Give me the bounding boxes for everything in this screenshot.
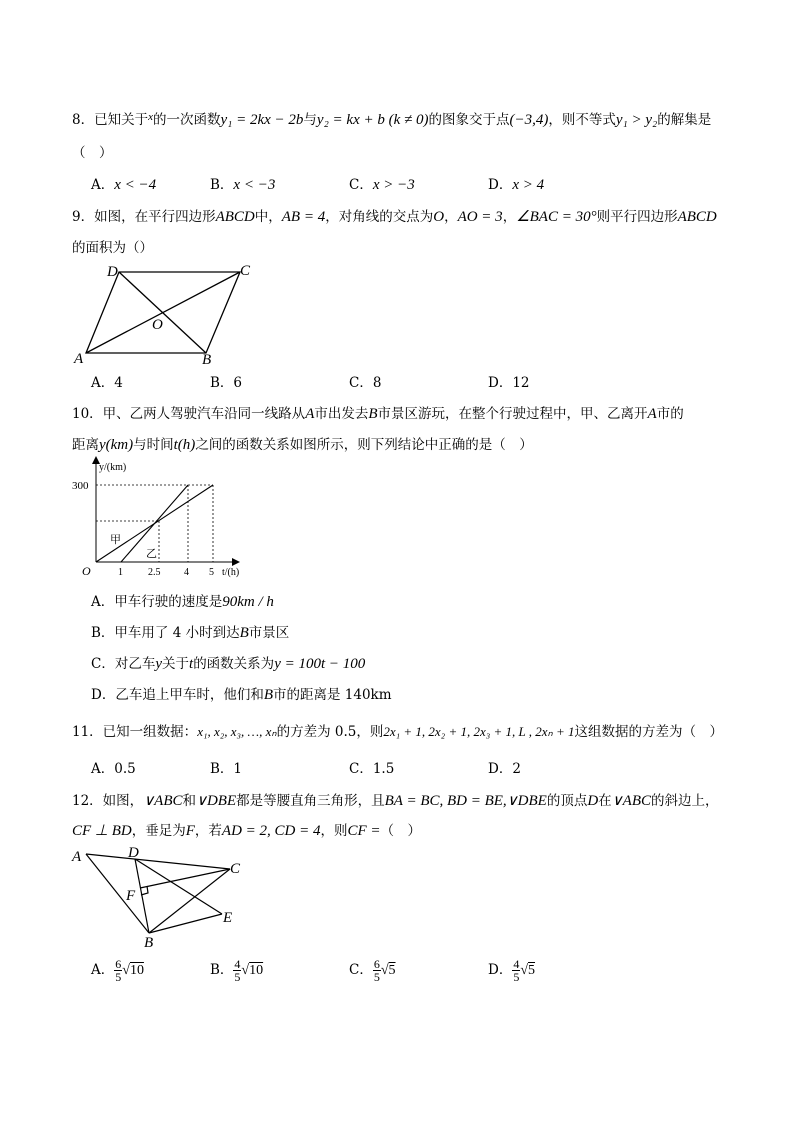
q12-option-a[interactable]: A． $\frac{6}{5}$ √10	[91, 957, 144, 984]
sqrt-sign: √	[241, 963, 250, 978]
x-tick-1: 1	[118, 567, 123, 578]
q10-option-b[interactable]: B．甲车用了 4 小时到达B市景区	[91, 625, 290, 641]
label-d: D	[128, 845, 139, 861]
q9-option-d[interactable]: D．12	[488, 375, 530, 391]
q11-option-a[interactable]: A．0.5	[91, 761, 136, 777]
q12-stem: 12．如图，∨ABC和∨DBE都是等腰直角三角形，且BA = BC, BD = BE,∨DBE的顶点D在∨ABC的斜边上，	[72, 793, 719, 809]
sqrt-sign: √	[380, 963, 389, 978]
x-tick-4: 4	[184, 567, 189, 578]
label-c: C	[230, 861, 241, 877]
segment-cf	[140, 869, 230, 888]
q10-distance-time-graph	[72, 458, 252, 583]
label-b: B	[202, 352, 212, 368]
q8-option-b[interactable]: B．x < −3	[210, 177, 276, 193]
fraction: $\frac{4}{5}$	[234, 957, 241, 984]
diagonal-bd	[119, 272, 206, 353]
y-axis-label: y/(km)	[99, 462, 127, 473]
label-a: A	[74, 351, 84, 367]
q12-option-c[interactable]: C． $\frac{6}{5}$ √5	[349, 957, 396, 984]
label-b: B	[144, 935, 154, 951]
q10-option-a[interactable]: A．甲车行驶的速度是90km / h	[91, 594, 274, 610]
q12-option-d[interactable]: D． $\frac{4}{5}$ √5	[488, 957, 536, 984]
label-f: F	[126, 888, 136, 904]
q12-triangles-figure	[72, 842, 272, 954]
sqrt-sign: √	[520, 963, 529, 978]
y-tick-300: 300	[72, 480, 89, 492]
q9-stem-line2: 的面积为（）	[72, 240, 153, 256]
q12-option-b[interactable]: B． $\frac{4}{5}$ √10	[210, 957, 264, 984]
q8-option-c[interactable]: C．x > −3	[349, 177, 415, 193]
q9-option-b[interactable]: B．6	[210, 375, 243, 391]
sqrt-sign: √	[122, 963, 130, 978]
label-jia: 甲	[110, 533, 121, 546]
x-tick-2-5: 2.5	[148, 567, 161, 578]
fraction: $\frac{6}{5}$	[373, 957, 380, 984]
q9-parallelogram-figure	[72, 260, 262, 370]
origin-label: O	[82, 564, 91, 578]
q9-stem: 9．如图，在平行四边形ABCD中，AB = 4，对角线的交点为O，AO = 3，∠BAC = 30°则平行四边形ABCD	[72, 209, 717, 225]
q10-option-c[interactable]: C．对乙车y关于t的函数关系为y = 100t − 100	[91, 656, 366, 672]
q8-stem: 8．已知关于$^x$的一次函数y₁ = 2kx − 2b与y₂ = kx + b (k ≠ 0)的图象交于点(−3,4)，则不等式y₁ > y₂的解集是	[72, 111, 712, 128]
q11-option-c[interactable]: C．1.5	[349, 761, 395, 777]
q10-stem-line2: 距离y(km)与时间t(h)之间的函数关系如图所示，则下列结论中正确的是（ ）	[72, 437, 533, 453]
label-e: E	[223, 910, 233, 926]
q12-stem-line2: CF ⊥ BD，垂足为F，若AD = 2, CD = 4，则CF =（ ）	[72, 823, 422, 839]
q11-option-d[interactable]: D．2	[488, 761, 521, 777]
q8-answer-blank: （ ）	[72, 145, 113, 161]
fraction: $\frac{4}{5}$	[513, 957, 520, 984]
fraction: $\frac{6}{5}$	[115, 957, 122, 984]
label-yi: 乙	[146, 547, 157, 560]
segment-bd	[135, 859, 149, 933]
segment-be	[149, 914, 222, 933]
x-tick-5: 5	[209, 567, 214, 578]
q9-option-c[interactable]: C．8	[349, 375, 382, 391]
q8-option-d[interactable]: D．x > 4	[488, 177, 545, 193]
label-d: D	[107, 264, 118, 280]
q11-option-b[interactable]: B．1	[210, 761, 243, 777]
x-axis-arrow	[232, 558, 240, 566]
label-a: A	[72, 849, 82, 865]
segment-bc	[149, 869, 233, 933]
segment-ac	[86, 854, 230, 869]
q11-stem: 11．已知一组数据：x₁, x₂, x₃, …, xₙ的方差为 0.5，则2x₁ + 1, 2x₂ + 1, 2x₃ + 1, L , 2xₙ + 1这组数据的方差为（ ）	[72, 724, 723, 740]
label-c: C	[240, 263, 251, 279]
q10-stem: 10．甲、乙两人驾驶汽车沿同一线路从A市出发去B市景区游玩，在整个行驶过程中，甲、乙离开A市的	[72, 406, 684, 422]
label-o: O	[152, 317, 163, 333]
segment-ab	[86, 854, 149, 933]
q8-option-a[interactable]: A．x < −4	[91, 177, 157, 193]
q9-option-a[interactable]: A．4	[91, 375, 123, 391]
x-axis-label: t/(h)	[222, 567, 240, 578]
q10-option-d[interactable]: D．乙车追上甲车时，他们和B市的距离是 140km	[91, 687, 392, 703]
